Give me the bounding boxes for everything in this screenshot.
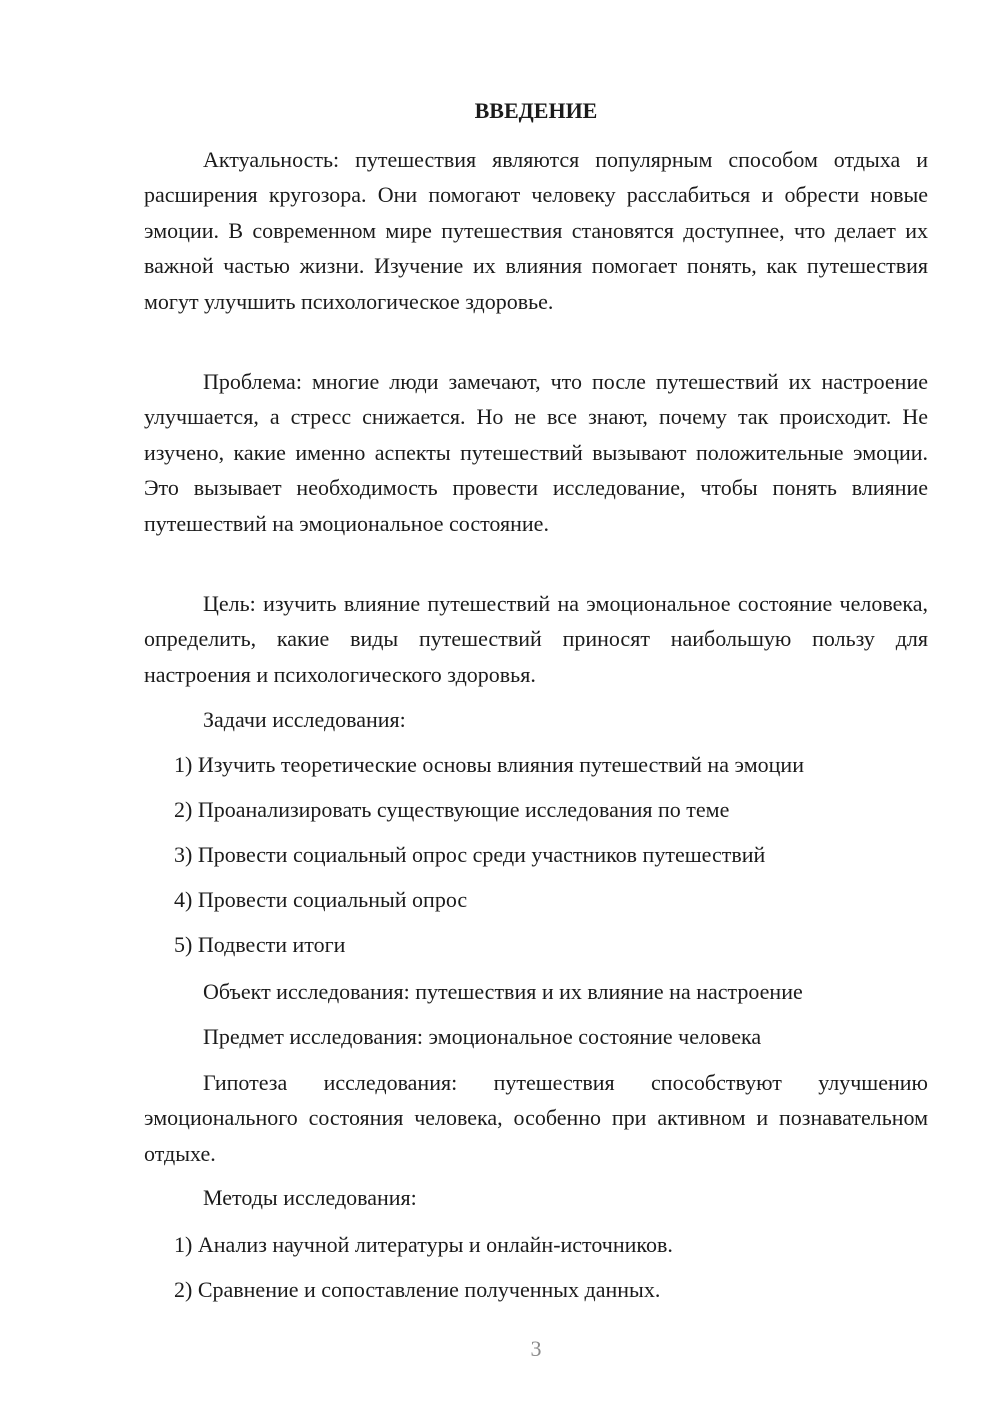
paragraph-object: Объект исследования: путешествия и их влияние на настроение: [203, 979, 803, 1004]
paragraph-subject: Предмет исследования: эмоциональное состояние человека: [203, 1024, 762, 1049]
method-item: 2) Сравнение и сопоставление полученных данных.: [174, 1277, 661, 1302]
task-item: 4) Провести социальный опрос: [174, 887, 468, 912]
task-item: 1) Изучить теоретические основы влияния путешествий на эмоции: [174, 752, 804, 777]
methods-heading: Методы исследования:: [203, 1185, 417, 1210]
task-item: 3) Провести социальный опрос среди участников путешествий: [174, 842, 766, 867]
task-item: 5) Подвести итоги: [174, 932, 346, 957]
paragraph-goal: Цель: изучить влияние путешествий на эмоциональное состояние человека, определить, какие виды путешествий приносят наибольшую пользу для настроения и психологического здоровья.: [144, 591, 928, 687]
page-number: 3: [530, 1336, 542, 1361]
paragraph-relevance: Актуальность: путешествия являются популярным способом отдыха и расширения кругозора. Они помогают человеку расслабиться и обрести новые эмоции. В современном мире путешествия становятся доступнее, что делает их важной частью жизни. Изучение их влияния помогает понять, как путешествия могут улучшить психологическое здоровье.: [144, 147, 928, 314]
method-item: 1) Анализ научной литературы и онлайн-источников.: [174, 1232, 673, 1257]
paragraph-problem: Проблема: многие люди замечают, что после путешествий их настроение улучшается, а стресс снижается. Но не все знают, почему так происходит. Не изучено, какие именно аспекты путешествий вызывают положительные эмоции. Это вызывает необходимость провести исследование, чтобы понять влияние путешествий на эмоциональное состояние.: [144, 369, 928, 536]
tasks-heading: Задачи исследования:: [203, 707, 406, 732]
task-item: 2) Проанализировать существующие исследования по теме: [174, 797, 730, 822]
paragraph-hypothesis: Гипотеза исследования: путешествия способствуют улучшению эмоционального состояния человека, особенно при активном и познавательном отдыхе.: [144, 1070, 928, 1166]
page-title: ВВЕДЕНИЕ: [474, 98, 598, 123]
